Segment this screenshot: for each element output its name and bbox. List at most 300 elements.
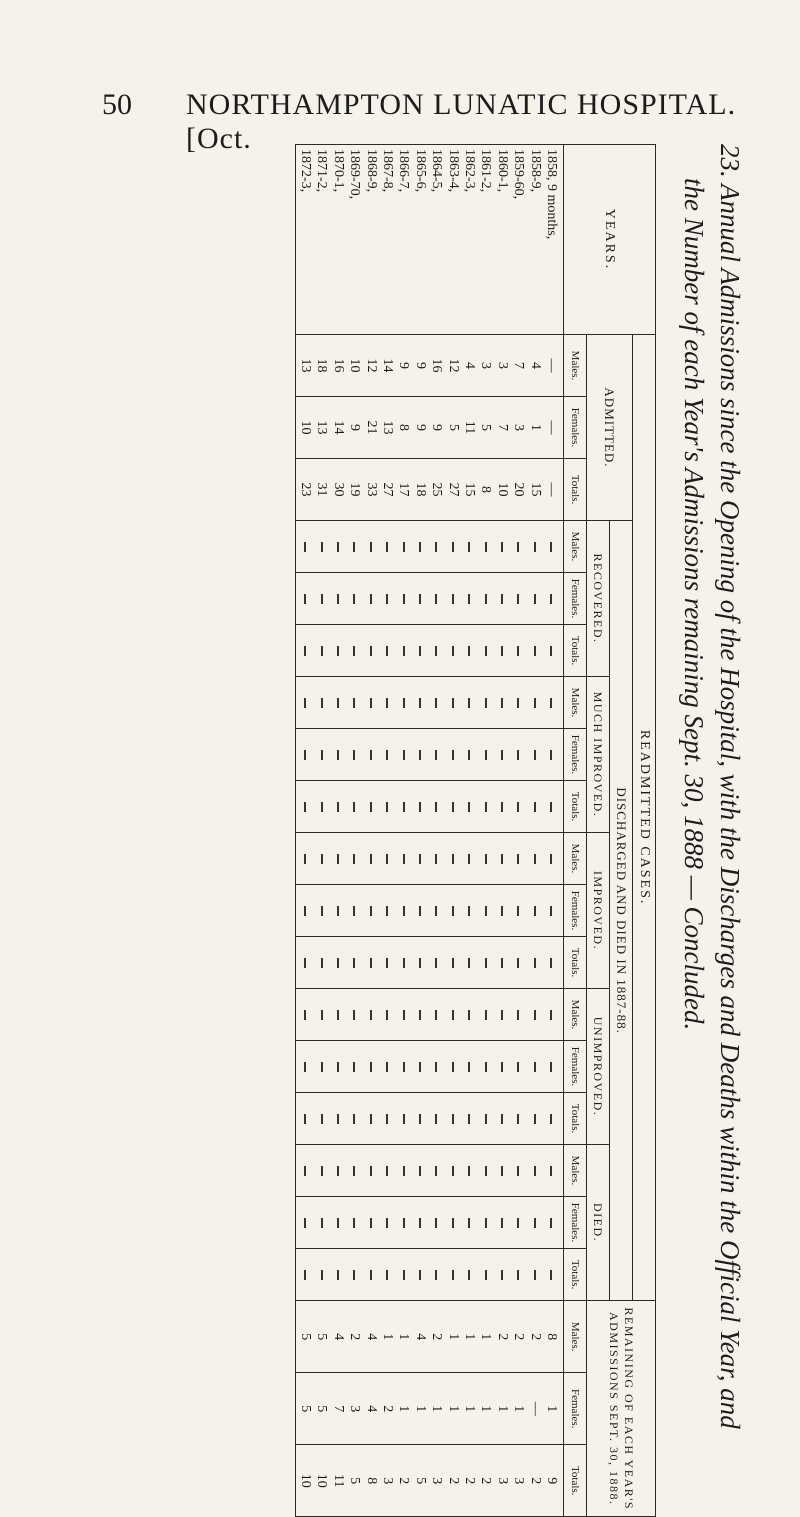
dash-mark <box>321 698 323 708</box>
dash-mark <box>370 1010 372 1020</box>
empty-dash-cell <box>379 885 395 936</box>
dash-mark <box>534 802 536 812</box>
empty-dash-cell <box>444 1197 460 1248</box>
remaining-females-header: Females. <box>564 1373 587 1445</box>
empty-dash-cell <box>395 1041 411 1092</box>
dash-mark <box>304 958 306 968</box>
empty-dash-cell <box>379 1197 395 1248</box>
dash-mark <box>386 750 388 760</box>
dash-mark <box>304 750 306 760</box>
unimproved-females-header: Females. <box>564 1041 587 1093</box>
remaining-females-cell: 5 <box>297 1405 313 1413</box>
admitted-males-cell: 14 <box>379 358 395 373</box>
dash-mark <box>321 906 323 916</box>
empty-dash-cell <box>329 573 345 624</box>
empty-dash-cell <box>395 1145 411 1196</box>
empty-dash-cell <box>329 625 345 676</box>
admitted-females-cell: 13 <box>314 420 330 435</box>
empty-dash-cell <box>477 1041 493 1092</box>
dash-mark <box>386 1010 388 1020</box>
empty-dash-cell <box>329 1197 345 1248</box>
dash-mark <box>419 1218 421 1228</box>
dash-mark <box>468 594 470 604</box>
dash-mark <box>353 698 355 708</box>
dash-mark <box>321 646 323 656</box>
dash-mark <box>304 542 306 552</box>
dash-mark <box>485 1062 487 1072</box>
empty-dash-cell <box>477 1249 493 1300</box>
empty-dash-cell <box>379 833 395 884</box>
remaining-males-cell: 1 <box>478 1333 494 1341</box>
empty-dash-cell <box>329 1145 345 1196</box>
admitted-males-cell: 12 <box>363 358 379 373</box>
empty-dash-cell <box>543 573 559 624</box>
remaining-males-cell: 4 <box>363 1333 379 1341</box>
dash-mark <box>485 594 487 604</box>
dash-mark <box>386 698 388 708</box>
remaining-totals-cell: 5 <box>412 1477 428 1485</box>
empty-dash-cell <box>444 1249 460 1300</box>
empty-dash-cell <box>461 1249 477 1300</box>
remaining-females-cell: 1 <box>412 1405 428 1413</box>
empty-dash-cell <box>297 573 313 624</box>
empty-dash-cell <box>346 781 362 832</box>
admitted-males-cell: 7 <box>511 362 527 369</box>
remaining-totals-cell: 10 <box>314 1473 330 1488</box>
dash-mark <box>337 646 339 656</box>
admitted-totals-header: Totals. <box>564 459 587 521</box>
much-improved-males-header: Males. <box>564 677 587 729</box>
improved-females-header: Females. <box>564 885 587 937</box>
empty-dash-cell <box>461 885 477 936</box>
dash-mark <box>403 1166 405 1176</box>
empty-dash-cell <box>395 677 411 728</box>
empty-dash-cell <box>493 937 509 988</box>
empty-dash-cell <box>510 521 526 572</box>
dash-mark <box>485 1270 487 1280</box>
admitted-males-cell: 13 <box>297 358 313 373</box>
remaining-males-cell: 4 <box>412 1333 428 1341</box>
empty-dash-cell <box>346 1145 362 1196</box>
dash-mark <box>468 646 470 656</box>
dash-mark <box>386 542 388 552</box>
dash-mark <box>337 594 339 604</box>
dash-mark <box>534 594 536 604</box>
admitted-totals-cell: 15 <box>461 482 477 497</box>
empty-dash-cell <box>493 885 509 936</box>
empty-dash-cell <box>461 1145 477 1196</box>
admitted-females-cell: — <box>544 420 559 435</box>
dash-mark <box>550 542 552 552</box>
dash-mark <box>403 698 405 708</box>
dash-mark <box>534 646 536 656</box>
admitted-males-cell: 18 <box>314 358 330 373</box>
dash-mark <box>370 698 372 708</box>
dash-mark <box>517 1270 519 1280</box>
remaining-females-cell: 1 <box>544 1405 559 1413</box>
running-header <box>0 88 800 155</box>
dash-mark <box>353 1010 355 1020</box>
empty-dash-cell <box>444 573 460 624</box>
empty-dash-cell <box>297 1041 313 1092</box>
remaining-males-cell: 1 <box>445 1333 461 1341</box>
dash-mark <box>501 542 503 552</box>
empty-dash-cell <box>395 885 411 936</box>
admitted-males-cell: 4 <box>527 362 543 369</box>
empty-dash-cell <box>543 677 559 728</box>
empty-dash-cell <box>362 885 378 936</box>
dash-mark <box>485 1010 487 1020</box>
dash-mark <box>419 1166 421 1176</box>
empty-dash-cell <box>510 1093 526 1144</box>
empty-dash-cell <box>297 1145 313 1196</box>
empty-dash-cell <box>411 1249 427 1300</box>
dash-mark <box>501 1114 503 1124</box>
remaining-males-column <box>296 1301 564 1373</box>
dash-mark <box>517 542 519 552</box>
recovered-header: RECOVERED. <box>587 521 610 677</box>
remaining-totals-column <box>296 1445 564 1517</box>
empty-dash-cell <box>428 937 444 988</box>
dash-mark <box>435 906 437 916</box>
table-caption <box>676 144 748 1440</box>
empty-dash-cell <box>461 1093 477 1144</box>
dash-mark <box>337 1062 339 1072</box>
improved-totals-column <box>296 937 564 989</box>
remaining-totals-cell: 9 <box>544 1477 559 1485</box>
empty-dash-cell <box>526 989 542 1040</box>
dash-mark <box>370 906 372 916</box>
dash-mark <box>353 802 355 812</box>
dash-mark <box>304 854 306 864</box>
dash-mark <box>435 1270 437 1280</box>
unimproved-males-column <box>296 989 564 1041</box>
empty-dash-cell <box>543 729 559 780</box>
admitted-totals-cell: 15 <box>527 482 543 497</box>
dash-mark <box>386 594 388 604</box>
empty-dash-cell <box>543 989 559 1040</box>
dash-mark <box>386 1218 388 1228</box>
dash-mark <box>435 750 437 760</box>
empty-dash-cell <box>395 989 411 1040</box>
empty-dash-cell <box>411 833 427 884</box>
empty-dash-cell <box>362 781 378 832</box>
dash-mark <box>304 1062 306 1072</box>
empty-dash-cell <box>379 1041 395 1092</box>
dash-mark <box>353 1114 355 1124</box>
empty-dash-cell <box>346 521 362 572</box>
dash-mark <box>321 1166 323 1176</box>
admitted-totals-cell: 8 <box>478 486 494 493</box>
remaining-totals-cell: 10 <box>297 1473 313 1488</box>
dash-mark <box>419 854 421 864</box>
empty-dash-cell <box>362 937 378 988</box>
dash-mark <box>501 854 503 864</box>
admitted-males-cell: — <box>544 358 559 373</box>
admitted-males-cell: 4 <box>461 362 477 369</box>
remaining-females-cell: 1 <box>494 1405 510 1413</box>
dash-mark <box>468 1010 470 1020</box>
dash-mark <box>501 1270 503 1280</box>
years-column <box>296 145 564 335</box>
empty-dash-cell <box>510 1249 526 1300</box>
dash-mark <box>403 854 405 864</box>
dash-mark <box>370 750 372 760</box>
admitted-totals-column <box>296 459 564 521</box>
remaining-females-cell: 1 <box>445 1405 461 1413</box>
dash-mark <box>517 594 519 604</box>
dash-mark <box>550 1062 552 1072</box>
much-improved-totals-header: Totals. <box>564 781 587 833</box>
empty-dash-cell <box>461 729 477 780</box>
dash-mark <box>337 854 339 864</box>
admitted-males-cell: 3 <box>494 362 510 369</box>
dash-mark <box>534 1218 536 1228</box>
remaining-totals-cell: 2 <box>478 1477 494 1485</box>
admitted-totals-cell: 18 <box>412 482 428 497</box>
empty-dash-cell <box>297 677 313 728</box>
empty-dash-cell <box>379 989 395 1040</box>
empty-dash-cell <box>526 1145 542 1196</box>
dash-mark <box>501 958 503 968</box>
dash-mark <box>386 802 388 812</box>
empty-dash-cell <box>329 833 345 884</box>
admitted-totals-cell: 33 <box>363 482 379 497</box>
dash-mark <box>534 750 536 760</box>
dash-mark <box>403 1114 405 1124</box>
empty-dash-cell <box>461 937 477 988</box>
year-cell: 1870-1, <box>330 149 346 193</box>
empty-dash-cell <box>477 781 493 832</box>
dash-mark <box>435 698 437 708</box>
empty-dash-cell <box>526 885 542 936</box>
dash-mark <box>534 1166 536 1176</box>
recovered-males-header: Males. <box>564 521 587 573</box>
empty-dash-cell <box>428 989 444 1040</box>
dash-mark <box>435 1166 437 1176</box>
admitted-totals-cell: 31 <box>314 482 330 497</box>
dash-mark <box>337 1010 339 1020</box>
empty-dash-cell <box>313 1145 329 1196</box>
dash-mark <box>386 1062 388 1072</box>
dash-mark <box>403 1218 405 1228</box>
dash-mark <box>501 1010 503 1020</box>
empty-dash-cell <box>411 885 427 936</box>
dash-mark <box>321 594 323 604</box>
dash-mark <box>501 802 503 812</box>
dash-mark <box>304 1114 306 1124</box>
dash-mark <box>550 750 552 760</box>
dash-mark <box>321 958 323 968</box>
dash-mark <box>517 698 519 708</box>
dash-mark <box>501 1218 503 1228</box>
year-cell: 1860-1, <box>494 149 510 193</box>
dash-mark <box>337 542 339 552</box>
admitted-totals-cell: 17 <box>396 482 412 497</box>
dash-mark <box>353 594 355 604</box>
page-number: 50 <box>102 88 132 121</box>
dash-mark <box>386 1114 388 1124</box>
empty-dash-cell <box>444 937 460 988</box>
admitted-females-cell: 8 <box>396 424 412 431</box>
dash-mark <box>468 854 470 864</box>
dash-mark <box>435 802 437 812</box>
died-males-header: Males. <box>564 1145 587 1197</box>
empty-dash-cell <box>477 1093 493 1144</box>
remaining-males-cell: 2 <box>429 1333 445 1341</box>
dash-mark <box>550 1010 552 1020</box>
empty-dash-cell <box>297 989 313 1040</box>
empty-dash-cell <box>493 833 509 884</box>
dash-mark <box>452 1166 454 1176</box>
remaining-males-cell: 2 <box>511 1333 527 1341</box>
dash-mark <box>517 1010 519 1020</box>
year-cell: 1859-60, <box>511 149 527 200</box>
dash-mark <box>353 958 355 968</box>
dash-mark <box>304 1010 306 1020</box>
remaining-females-cell: 1 <box>429 1405 445 1413</box>
empty-dash-cell <box>297 521 313 572</box>
dash-mark <box>386 1166 388 1176</box>
dash-mark <box>403 906 405 916</box>
dash-mark <box>435 542 437 552</box>
recovered-totals-header: Totals. <box>564 625 587 677</box>
dash-mark <box>550 594 552 604</box>
empty-dash-cell <box>543 1093 559 1144</box>
admitted-females-cell: 10 <box>297 420 313 435</box>
dash-mark <box>435 958 437 968</box>
dash-mark <box>452 1270 454 1280</box>
dash-mark <box>321 1062 323 1072</box>
empty-dash-cell <box>346 885 362 936</box>
dash-mark <box>550 802 552 812</box>
dash-mark <box>517 750 519 760</box>
empty-dash-cell <box>329 1093 345 1144</box>
empty-dash-cell <box>477 989 493 1040</box>
empty-dash-cell <box>346 1093 362 1144</box>
empty-dash-cell <box>493 1145 509 1196</box>
dash-mark <box>321 802 323 812</box>
empty-dash-cell <box>444 989 460 1040</box>
dash-mark <box>370 1270 372 1280</box>
admitted-females-cell: 5 <box>445 424 461 431</box>
remaining-females-cell: 7 <box>330 1405 346 1413</box>
empty-dash-cell <box>510 885 526 936</box>
empty-dash-cell <box>379 1145 395 1196</box>
dash-mark <box>468 906 470 916</box>
dash-mark <box>337 906 339 916</box>
empty-dash-cell <box>329 729 345 780</box>
empty-dash-cell <box>428 1197 444 1248</box>
caption-line-2: the Number of each Year's Admissions remaining Sept. 30, 1888 — Concluded. <box>679 178 709 1031</box>
admitted-females-cell: 5 <box>478 424 494 431</box>
empty-dash-cell <box>346 1249 362 1300</box>
admitted-males-cell: 12 <box>445 358 461 373</box>
empty-dash-cell <box>510 1197 526 1248</box>
empty-dash-cell <box>543 1249 559 1300</box>
empty-dash-cell <box>526 521 542 572</box>
recovered-females-header: Females. <box>564 573 587 625</box>
empty-dash-cell <box>362 833 378 884</box>
empty-dash-cell <box>362 677 378 728</box>
admitted-totals-cell: 19 <box>347 482 363 497</box>
empty-dash-cell <box>362 1041 378 1092</box>
admitted-females-cell: 9 <box>412 424 428 431</box>
empty-dash-cell <box>444 1041 460 1092</box>
empty-dash-cell <box>411 521 427 572</box>
dash-mark <box>386 854 388 864</box>
died-females-header: Females. <box>564 1197 587 1249</box>
dash-mark <box>370 854 372 864</box>
dash-mark <box>419 750 421 760</box>
empty-dash-cell <box>493 1041 509 1092</box>
dash-mark <box>337 1114 339 1124</box>
dash-mark <box>419 1270 421 1280</box>
remaining-males-cell: 5 <box>297 1333 313 1341</box>
empty-dash-cell <box>329 937 345 988</box>
year-cell: 1862-3, <box>461 149 477 193</box>
died-totals-column <box>296 1249 564 1301</box>
dash-mark <box>403 1270 405 1280</box>
empty-dash-cell <box>510 937 526 988</box>
dash-mark <box>353 1062 355 1072</box>
empty-dash-cell <box>526 937 542 988</box>
empty-dash-cell <box>313 625 329 676</box>
dash-mark <box>550 1114 552 1124</box>
dash-mark <box>485 750 487 760</box>
empty-dash-cell <box>411 1093 427 1144</box>
admitted-males-column <box>296 335 564 397</box>
remaining-females-cell: 1 <box>478 1405 494 1413</box>
empty-dash-cell <box>477 885 493 936</box>
empty-dash-cell <box>510 781 526 832</box>
admitted-females-cell: 7 <box>494 424 510 431</box>
dash-mark <box>550 958 552 968</box>
remaining-females-cell: 2 <box>379 1405 395 1413</box>
admitted-females-cell: 3 <box>511 424 527 431</box>
remaining-totals-cell: 2 <box>445 1477 461 1485</box>
dash-mark <box>403 646 405 656</box>
empty-dash-cell <box>477 521 493 572</box>
dash-mark <box>353 542 355 552</box>
empty-dash-cell <box>395 1197 411 1248</box>
empty-dash-cell <box>346 989 362 1040</box>
year-cell: 1863-4, <box>445 149 461 193</box>
admitted-females-cell: 21 <box>363 420 379 435</box>
dash-mark <box>419 1114 421 1124</box>
empty-dash-cell <box>510 1041 526 1092</box>
empty-dash-cell <box>493 729 509 780</box>
empty-dash-cell <box>379 937 395 988</box>
empty-dash-cell <box>313 885 329 936</box>
dash-mark <box>452 906 454 916</box>
remaining-totals-cell: 2 <box>396 1477 412 1485</box>
empty-dash-cell <box>411 989 427 1040</box>
dash-mark <box>435 1062 437 1072</box>
empty-dash-cell <box>297 729 313 780</box>
dash-mark <box>501 1166 503 1176</box>
empty-dash-cell <box>477 1197 493 1248</box>
dash-mark <box>370 646 372 656</box>
dash-mark <box>370 1166 372 1176</box>
empty-dash-cell <box>411 729 427 780</box>
empty-dash-cell <box>461 1041 477 1092</box>
empty-dash-cell <box>444 1145 460 1196</box>
dash-mark <box>501 750 503 760</box>
dash-mark <box>452 1010 454 1020</box>
remaining-females-cell: 1 <box>396 1405 412 1413</box>
dash-mark <box>501 698 503 708</box>
